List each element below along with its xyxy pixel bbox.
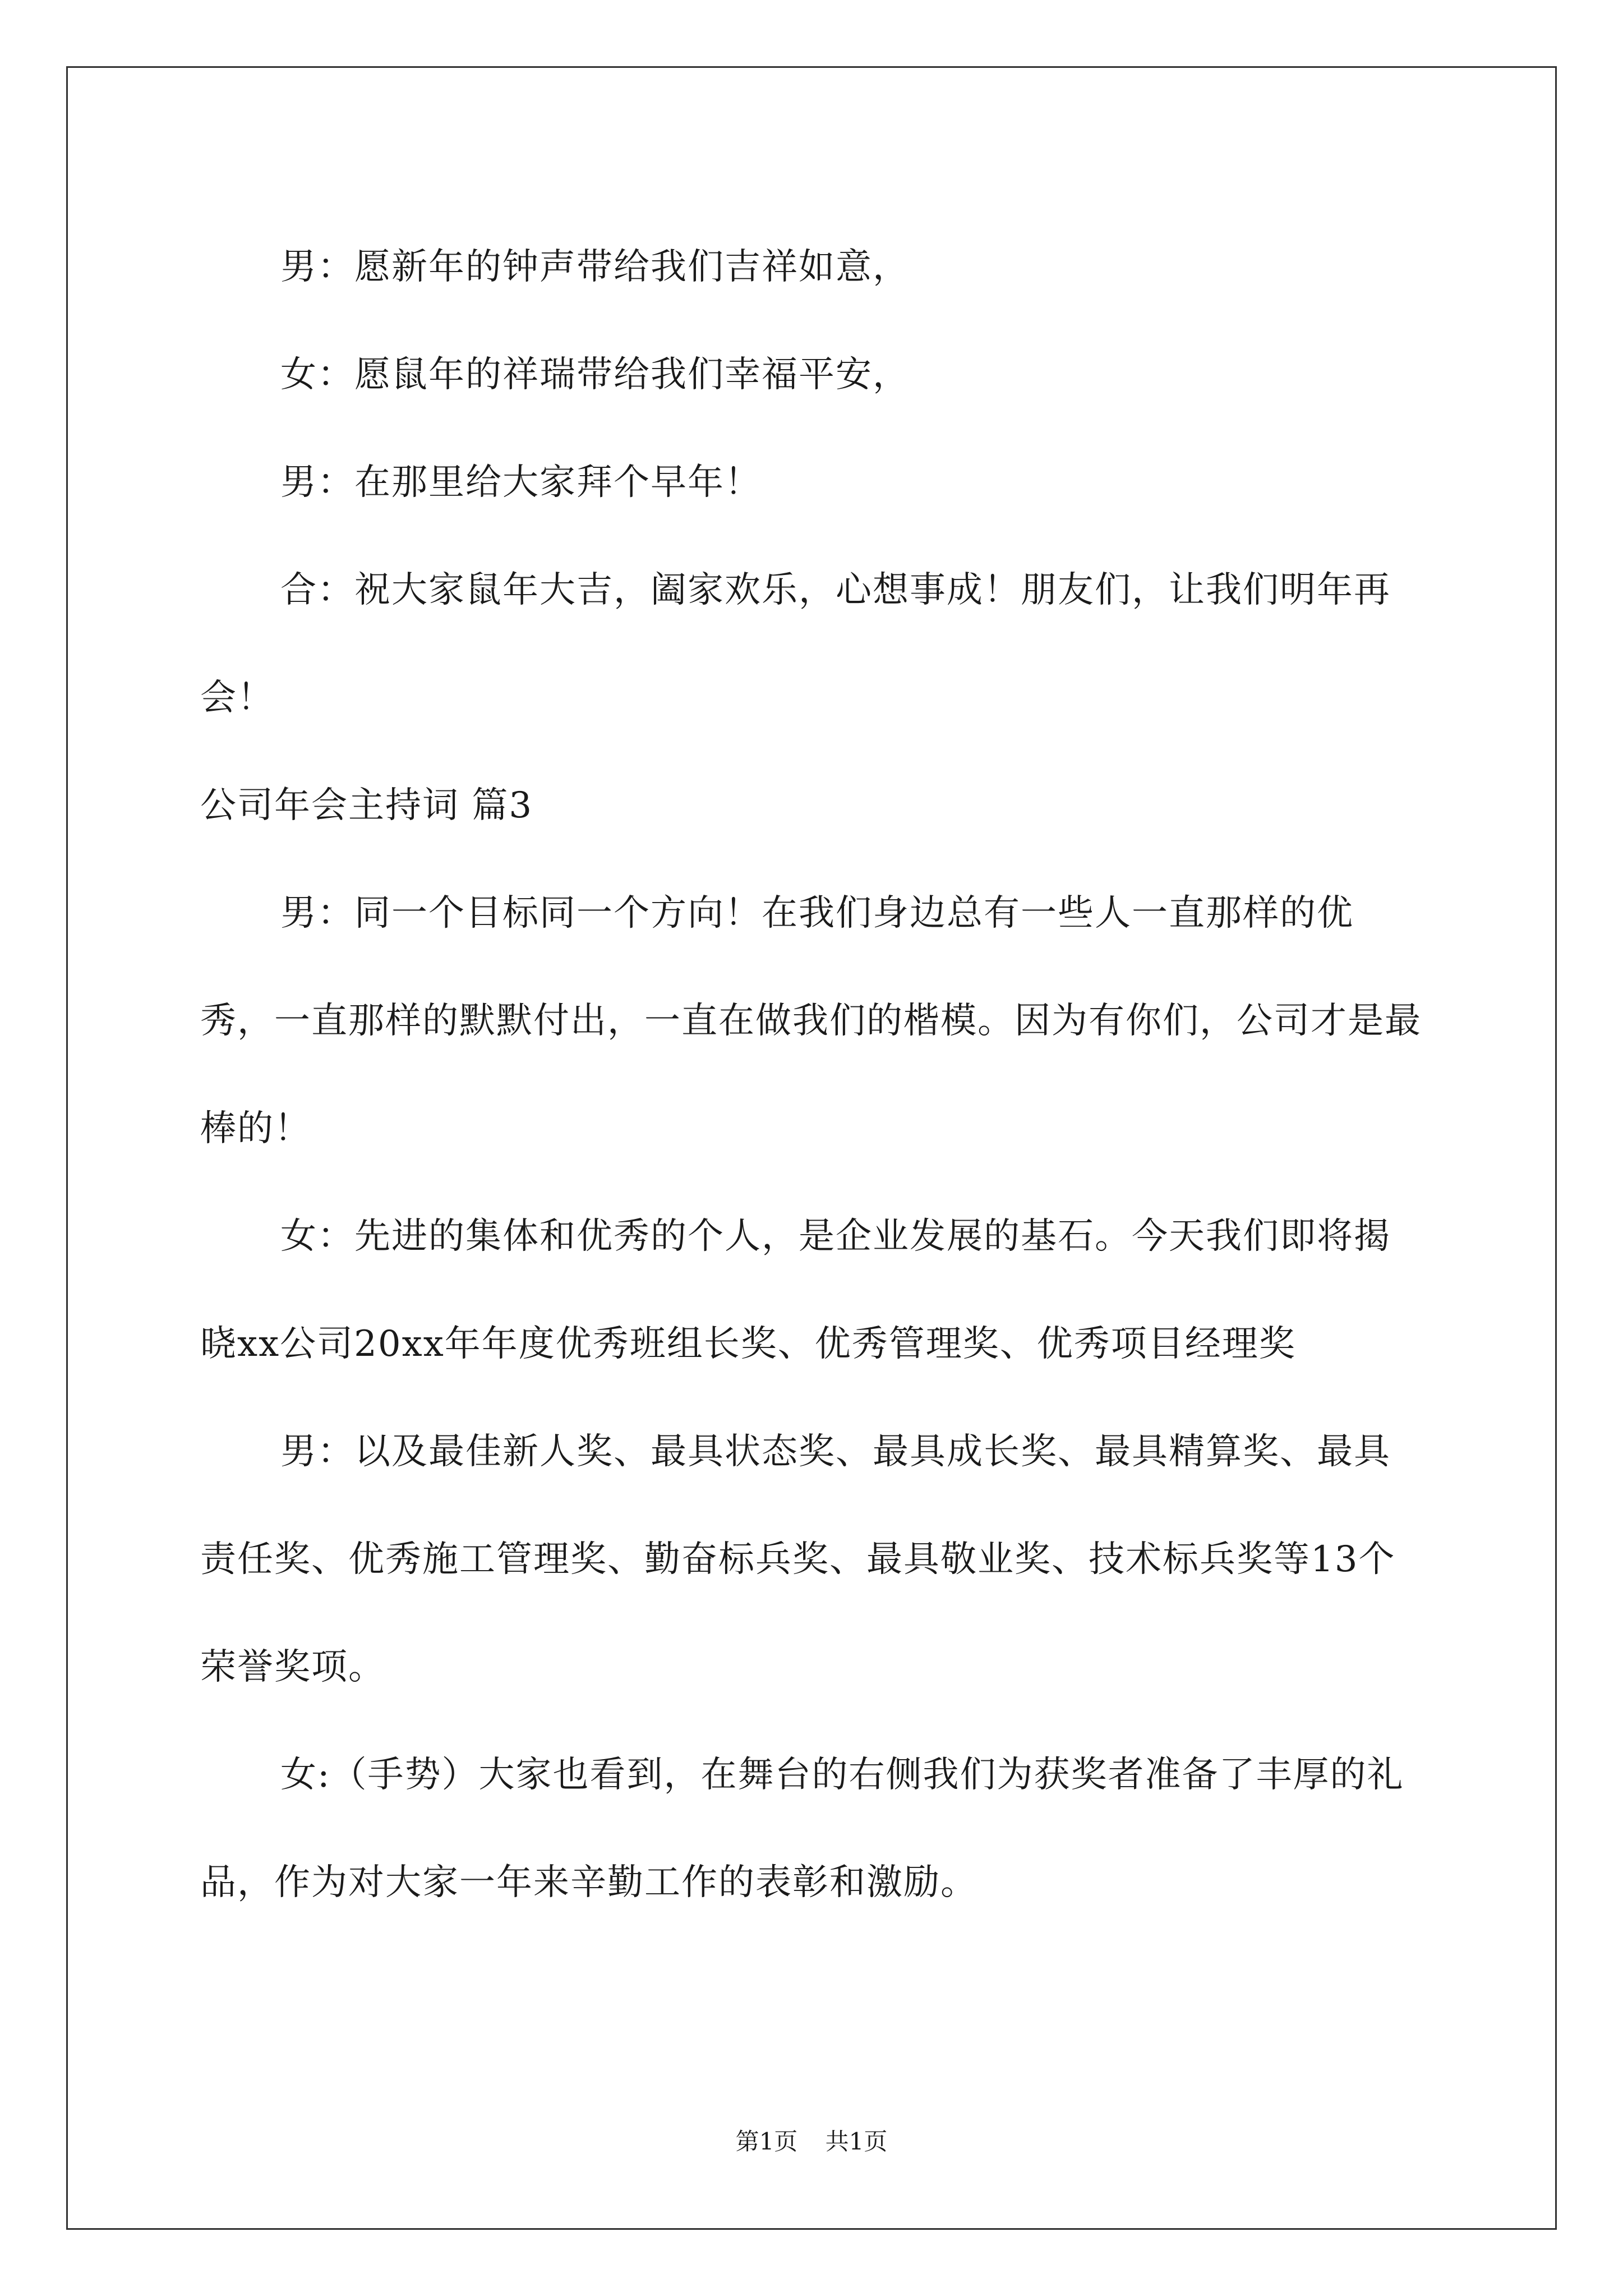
paragraph-8: 女:（手势）大家也看到，在舞台的右侧我们为获奖者准备了丰厚的礼品，作为对大家一年来辛勤工作的表彰和激励。 [200,1754,1404,1903]
page-footer [0,2125,1623,2159]
paragraph-4: 合：祝大家鼠年大吉，阖家欢乐，心想事成！朋友们，让我们明年再会！ [200,569,1391,719]
paragraph-3: 男：在那里给大家拜个早年！ [280,462,762,503]
paragraph-1: 男：愿新年的钟声带给我们吉祥如意， [280,246,910,288]
document-body [200,213,1423,1936]
paragraph-7: 男：以及最佳新人奖、最具状态奖、最具成长奖、最具精算奖、最具责任奖、优秀施工管理奖、勤奋标兵奖、最具敬业奖、技术标兵奖等13个荣誉奖项。 [200,1431,1396,1688]
paragraph-6: 女：先进的集体和优秀的个人，是企业发展的基石。今天我们即将揭晓xx公司20xx年年度优秀班组长奖、优秀管理奖、优秀项目经理奖 [200,1216,1391,1365]
paragraph-2: 女：愿鼠年的祥瑞带给我们幸福平安， [280,354,910,395]
paragraph-5: 男：同一个目标同一个方向！在我们身边总有一些人一直那样的优秀，一直那样的默默付出，一直在做我们的楷模。因为有你们，公司才是最棒的！ [200,892,1422,1149]
section-heading: 公司年会主持词 篇3 [200,785,533,826]
page-number: 第1页 [735,2128,798,2155]
page-total: 共1页 [825,2128,888,2155]
